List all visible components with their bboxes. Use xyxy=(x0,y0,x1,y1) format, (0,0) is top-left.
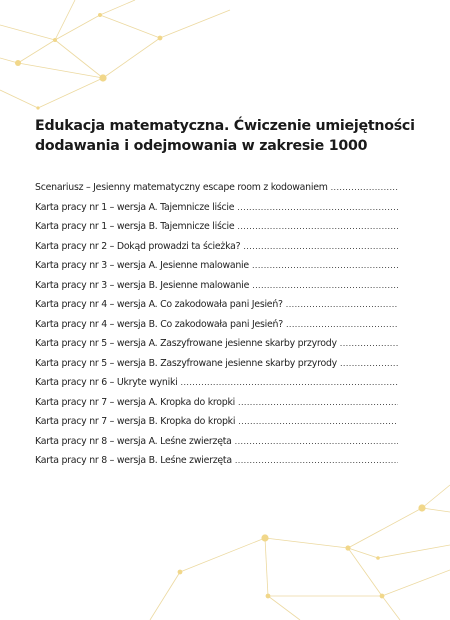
toc-entry-label: Karta pracy nr 8 – wersja A. Leśne zwierzęta xyxy=(35,435,232,447)
toc-entry[interactable] xyxy=(35,334,398,354)
toc-leader-dots xyxy=(340,334,398,354)
toc-entry[interactable] xyxy=(35,315,398,335)
toc-entry[interactable] xyxy=(35,178,398,198)
toc-leader-dots xyxy=(243,237,398,257)
toc-leader-dots xyxy=(181,373,398,393)
toc-entry-label: Karta pracy nr 4 – wersja B. Co zakodowała pani Jesień? xyxy=(35,318,283,330)
toc-entry[interactable] xyxy=(35,237,398,257)
table-of-contents xyxy=(35,178,398,471)
toc-entry[interactable] xyxy=(35,276,398,296)
toc-entry-label: Karta pracy nr 6 – Ukryte wyniki xyxy=(35,377,178,388)
toc-entry[interactable] xyxy=(35,432,398,452)
toc-entry-label: Karta pracy nr 1 – wersja B. Tajemnicze liście xyxy=(35,221,235,232)
toc-entry-label: Karta pracy nr 5 – wersja B. Zaszyfrowane jesienne skarby przyrody xyxy=(35,357,337,369)
toc-leader-dots xyxy=(237,217,398,237)
toc-entry-label: Karta pracy nr 7 – wersja B. Kropka do kropki xyxy=(35,416,236,427)
toc-entry-label: Karta pracy nr 1 – wersja A. Tajemnicze liście xyxy=(35,201,235,213)
document-title-line: Edukacja matematyczna. Ćwiczenie umiejętności xyxy=(35,118,415,134)
toc-entry-label: Karta pracy nr 8 – wersja B. Leśne zwierzęta xyxy=(35,455,232,466)
toc-leader-dots xyxy=(286,315,398,335)
network-decoration-top xyxy=(0,0,450,110)
toc-entry-label: Karta pracy nr 3 – wersja A. Jesienne malowanie xyxy=(35,260,249,271)
toc-leader-dots xyxy=(252,256,398,276)
toc-entry[interactable] xyxy=(35,412,398,432)
toc-leader-dots xyxy=(286,295,398,315)
toc-entry[interactable] xyxy=(35,451,398,471)
toc-leader-dots xyxy=(252,276,398,296)
toc-leader-dots xyxy=(238,393,398,413)
toc-leader-dots xyxy=(235,451,398,471)
toc-entry-label: Karta pracy nr 7 – wersja A. Kropka do kropki xyxy=(35,396,236,408)
toc-entry-label: Karta pracy nr 4 – wersja A. Co zakodowała pani Jesień? xyxy=(35,299,283,310)
toc-leader-dots xyxy=(235,432,398,452)
toc-entry[interactable] xyxy=(35,198,398,218)
toc-leader-dots xyxy=(340,354,398,374)
document-title-line: dodawania i odejmowania w zakresie 1000 xyxy=(35,138,368,154)
toc-entry-label: Karta pracy nr 5 – wersja A. Zaszyfrowane jesienne skarby przyrody xyxy=(35,338,337,349)
toc-leader-dots xyxy=(237,198,398,218)
toc-leader-dots xyxy=(238,412,398,432)
toc-entry-label: Karta pracy nr 3 – wersja B. Jesienne malowanie xyxy=(35,279,250,291)
toc-entry[interactable] xyxy=(35,354,398,374)
toc-entry[interactable] xyxy=(35,393,398,413)
toc-entry[interactable] xyxy=(35,373,398,393)
toc-entry-label: Scenariusz – Jesienny matematyczny escape room z kodowaniem xyxy=(35,182,328,193)
toc-leader-dots xyxy=(331,178,398,198)
document-title xyxy=(35,116,415,156)
toc-entry-label: Karta pracy nr 2 – Dokąd prowadzi ta ścieżka? xyxy=(35,240,241,252)
toc-entry[interactable] xyxy=(35,295,398,315)
toc-entry[interactable] xyxy=(35,256,398,276)
toc-entry[interactable] xyxy=(35,217,398,237)
